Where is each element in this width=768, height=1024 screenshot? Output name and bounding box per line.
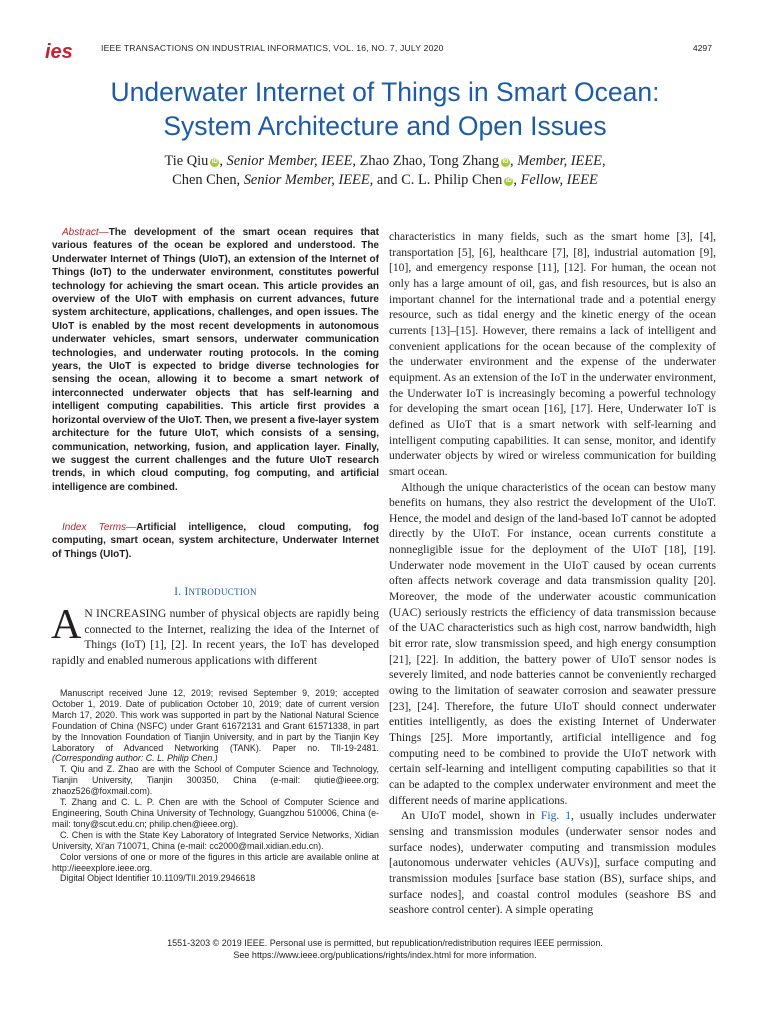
journal-header: IEEE TRANSACTIONS ON INDUSTRIAL INFORMATICS, VOL. 16, NO. 7, JULY 2020 xyxy=(101,43,444,53)
author-role: Fellow, IEEE xyxy=(520,172,598,188)
footnote-manuscript: Manuscript received June 12, 2019; revised September 9, 2019; accepted October 1, 2019. Date of publication October 10, 2019; date of current version March 17, 2020. This work was supported in part by the National Natural Science Foundation of China (NSFC) under Grant 61672131 and Grant 61571338, in part by the Innovation Foundation of Tianjin University, and in part by the Tianjin Key Laboratory of Advanced Networking (TANK). Paper no. TII-19-2481. (Corresponding author: C. L. Philip Chen.) xyxy=(52,688,379,764)
orcid-icon[interactable]: iD xyxy=(502,159,509,165)
author-name: Chen Chen xyxy=(172,172,237,188)
title-line-2: System Architecture and Open Issues xyxy=(163,111,607,141)
body-paragraph: An UIoT model, shown in Fig. 1, usually includes underwater sensing and transmission modules (underwater sensor nodes and surface nodes), underwater computing and transmission modules [autonomous underwater vehicles (AUVs)], surface computing and transmission modules [surface base station (BS), surface ships, and surface nodes], and coastal control modules (seashore BS and seashore control center). A simple operating xyxy=(389,809,716,917)
author-name: Tie Qiu xyxy=(164,153,209,169)
body-paragraph: Although the unique characteristics of the ocean can bestow many benefits on humans, they also restrict the development of the UIoT. Hence, the model and design of the land-based IoT cannot be adopted directly by the UIoT. For instance, ocean currents constitute a nonnegligible issue for the deployment of the UIoT [18], [19]. Underwater node movement in the UIoT caused by ocean currents often affects network coverage and data transmission quality [20]. Moreover, the mode of the underwater acoustic communication (UAC) seriously restricts the efficiency of data transmission because of the UAC characteristics such as high cost, narrow bandwidth, high bit error rate, slow transmission speed, and high energy consumption [21], [22]. In addition, the battery power of UIoT sensor nodes is severely limited, and node batteries cannot be conveniently recharged owing to the limitation of seawater corrosion and seawater pressure [23], [24]. Therefore, the future UIoT should connect underwater entities intelligently, as does the existing Internet of Underwater Things [25]. More importantly, artificial intelligence and fog computing need to be combined to provide the UIoT network with certain self-learning and intelligent computing capabilities so that it can be adapted to the complex underwater environment and meet the different needs of marine applications. xyxy=(389,480,716,807)
footnotes xyxy=(52,688,379,884)
section-heading: I. INTRODUCTION xyxy=(174,586,257,598)
abstract-label: Abstract— xyxy=(62,227,109,238)
author-name: C. L. Philip Chen xyxy=(401,172,503,188)
index-terms-label: Index Terms— xyxy=(62,522,137,533)
author-role: Senior Member, IEEE xyxy=(226,153,353,169)
page-number: 4297 xyxy=(692,43,712,53)
svg-text:ies: ies xyxy=(45,41,73,61)
orcid-icon[interactable]: iD xyxy=(505,178,512,184)
paper-title xyxy=(40,75,730,143)
orcid-icon[interactable]: iD xyxy=(211,159,218,165)
abstract xyxy=(52,226,379,494)
author-line-1: Tie Qiu iD , Senior Member, IEEE, Zhao Zhao, Tong Zhang iD , Member, IEEE, xyxy=(164,153,606,169)
body-paragraph: characteristics in many fields, such as the smart home [3], [4], transportation [5], [6], healthcare [7], [8], industrial automation [9], [10], and emergency response [11], [12]. For human, the ocean not only has a large amount of oil, gas, and fish resources, but is also an important channel for the international trade and a potential energy resource, such as tidal energy and the kinetic energy of the ocean currents [13]–[15]. However, there remains a lack of intelligent and convenient applications for the ocean because of the complexity of the underwater environment and the expense of the underwater equipment. As an extension of the IoT in the underwater environment, the Underwater IoT is increasingly becoming a powerful technology for developing the smart ocean [16], [17]. Here, Underwater IoT is defined as UIoT that is a smart network with self-learning and intelligent computing capabilities. It can sense, monitor, and identify underwater objects by wired or wireless communication for building smart ocean. xyxy=(389,230,716,478)
figure-link[interactable]: Fig. 1 xyxy=(540,809,572,823)
author-list xyxy=(40,152,730,190)
author-role: Senior Member, IEEE xyxy=(243,172,370,188)
intro-text: N INCREASING number of physical objects are rapidly being connected to the Internet, realizing the idea of the Internet of Things (IoT) [1], [2]. In recent years, the IoT has developed rapidly and enabled numerous applications with different xyxy=(52,607,379,667)
footnote-affiliation: T. Zhang and C. L. P. Chen are with the School of Computer Science and Engineering, South China University of Technology, Guangzhou 510006, China (e-mail: tony@scut.edu.cn; philip.chen@ieee.org). xyxy=(52,797,379,829)
footnote-affiliation: T. Qiu and Z. Zhao are with the School of Computer Science and Technology, Tianjin University, Tianjin 300350, China (e-mail: qiutie@ieee.org; zhaoz526@foxmail.com). xyxy=(52,764,379,797)
drop-cap: A xyxy=(51,602,82,648)
right-column xyxy=(389,229,716,918)
author-name: Zhao Zhao xyxy=(359,153,423,169)
intro-paragraph xyxy=(51,602,379,668)
ies-logo xyxy=(45,41,87,61)
footnote-doi: Digital Object Identifier 10.1109/TII.2019.2946618 xyxy=(60,873,256,884)
abstract-text: The development of the smart ocean requires that various features of the ocean be explored and understood. The Underwater Internet of Things (UIoT), an extension of the Internet of Things (IoT) to the underwater environment, constitutes powerful technology for achieving the smart ocean. This article provides an overview of the UIoT with emphasis on current advances, future system architecture, applications, challenges, and open issues. The UIoT is enabled by the most recent developments in autonomous underwater vehicles, smart sensors, underwater communication technologies, and underwater routing protocols. In the coming years, the UIoT is expected to bridge diverse technologies for sensing the ocean, allowing it to become a smart network of interconnected underwater objects that has self-learning and intelligent computing capabilities. This article first provides a horizontal overview of the UIoT. Then, we present a five-layer system architecture for the future UIoT, which consists of a sensing, communication, networking, fusion, and application layer. Finally, we suggest the current challenges and the future UIoT research trends, in which cloud computing, fog computing, and artificial intelligence are combined. xyxy=(52,227,379,493)
title-line-1: Underwater Internet of Things in Smart Ocean: xyxy=(110,77,660,107)
author-role: Member, IEEE xyxy=(517,153,602,169)
footnote-affiliation: C. Chen is with the State Key Laboratory of Integrated Service Networks, Xidian University, Xi'an 710071, China (e-mail: cc2000@mail.xidian.edu.cn). xyxy=(52,829,379,851)
copyright-notice: 1551-3203 © 2019 IEEE. Personal use is permitted, but republication/redistribution requires IEEE permission. See https://www.ieee.org/publications/rights/index.html for more information. xyxy=(167,938,603,960)
footnote-color: Color versions of one or more of the figures in this article are available online at http://ieeexplore.ieee.org. xyxy=(52,851,379,873)
author-name: Tong Zhang xyxy=(429,153,500,169)
index-terms xyxy=(52,521,379,561)
index-terms-text: Artificial intelligence, cloud computing, fog computing, smart ocean, system architecture, Underwater Internet of Things (UIoT). xyxy=(52,522,379,560)
author-line-2: Chen Chen, Senior Member, IEEE, and C. L. Philip Chen iD , Fellow, IEEE xyxy=(172,172,598,188)
